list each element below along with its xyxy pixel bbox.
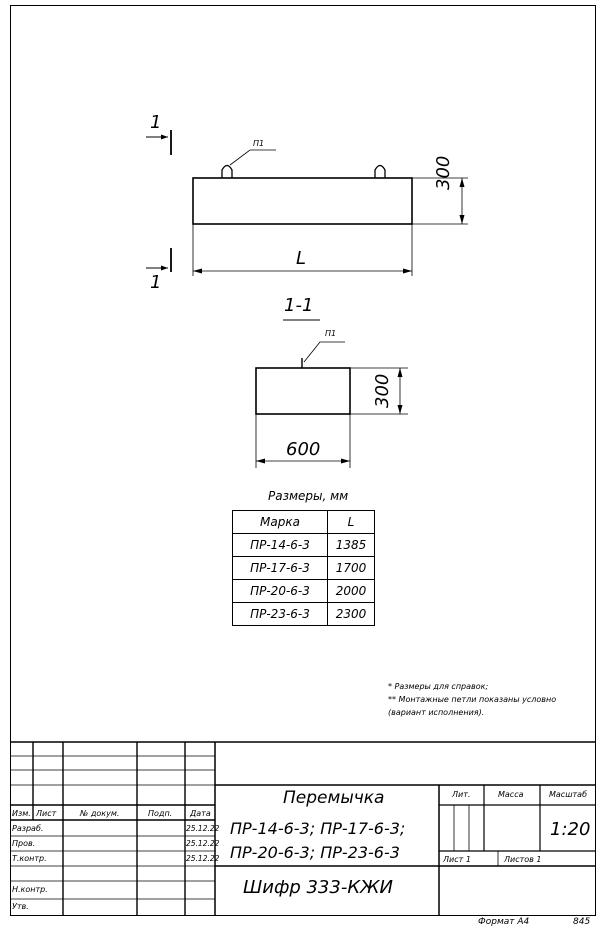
loop-leader-top — [230, 150, 276, 165]
tb-marks-line-1: ПР-14-6-3; ПР-17-6-3; — [230, 819, 406, 838]
table-cell-length: 1385 — [328, 534, 375, 557]
height-dim-section: 300 — [372, 373, 393, 408]
tb-header-doc: № докум. — [80, 809, 120, 818]
note-line-3: (вариант исполнения). — [388, 708, 485, 717]
section-title: 1-1 — [284, 295, 314, 316]
tb-role: Пров. — [12, 839, 36, 848]
table-cell-mark: ПР-23-6-3 — [233, 603, 328, 626]
tb-scale-label: Масштаб — [549, 790, 588, 799]
tb-sheets-label: Листов 1 — [504, 855, 542, 864]
table-cell-length: 2000 — [328, 580, 375, 603]
tb-role: Разраб. — [12, 824, 44, 833]
beam-section — [256, 368, 350, 414]
tb-header-sign: Подп. — [148, 809, 173, 818]
width-dim-section: 600 — [286, 439, 321, 460]
table-header-mark: Марка — [233, 511, 328, 534]
tb-header-change: Изм. — [12, 809, 31, 818]
table-cell-mark: ПР-20-6-3 — [233, 580, 328, 603]
tb-product-name: Перемычка — [283, 788, 385, 808]
table-cell-length: 1700 — [328, 557, 375, 580]
tb-marks-line-2: ПР-20-6-3; ПР-23-6-3 — [230, 843, 400, 862]
loop-leader-section — [304, 342, 345, 362]
tb-scale-value: 1:20 — [550, 819, 591, 840]
height-dim-top: 300 — [433, 155, 454, 190]
note-line-1: * Размеры для справок; — [388, 682, 489, 691]
footer-page: 845 — [573, 917, 591, 927]
table-header-length: L — [328, 511, 375, 534]
section-mark-top: 1 — [150, 112, 162, 133]
section-mark-bottom: 1 — [150, 272, 162, 293]
table-cell-length: 2300 — [328, 603, 375, 626]
tb-role: Т.контр. — [12, 854, 47, 863]
tb-lit-label: Лит. — [452, 790, 471, 799]
table-cell-mark: ПР-17-6-3 — [233, 557, 328, 580]
sizes-table — [232, 510, 375, 626]
tb-header-date: Дата — [190, 809, 211, 818]
loop-label-section: П1 — [325, 329, 337, 338]
loop-label-top: П1 — [253, 139, 265, 148]
tb-date: 25.12.22 — [186, 854, 220, 863]
tb-role: Н.контр. — [12, 885, 48, 894]
tb-date: 25.12.22 — [186, 824, 220, 833]
beam-elevation — [193, 178, 412, 224]
tb-date: 25.12.22 — [186, 839, 220, 848]
lifting-loop-left — [222, 166, 232, 179]
table-cell-mark: ПР-14-6-3 — [233, 534, 328, 557]
tb-code: Шифр 333-КЖИ — [243, 877, 393, 898]
table-header-row — [233, 511, 375, 534]
table-row — [233, 603, 375, 626]
length-dim-label: L — [296, 248, 307, 269]
tb-sheet-label: Лист 1 — [443, 855, 471, 864]
table-row — [233, 580, 375, 603]
sizes-table-caption: Размеры, мм — [268, 489, 349, 503]
tb-role: Утв. — [12, 902, 29, 911]
tb-header-sheet: Лист — [36, 809, 57, 818]
footer-format: Формат А4 — [478, 917, 530, 927]
lifting-loop-right — [375, 166, 385, 179]
table-row — [233, 534, 375, 557]
tb-mass-label: Масса — [498, 790, 524, 799]
table-row — [233, 557, 375, 580]
note-line-2: ** Монтажные петли показаны условно — [388, 695, 557, 704]
